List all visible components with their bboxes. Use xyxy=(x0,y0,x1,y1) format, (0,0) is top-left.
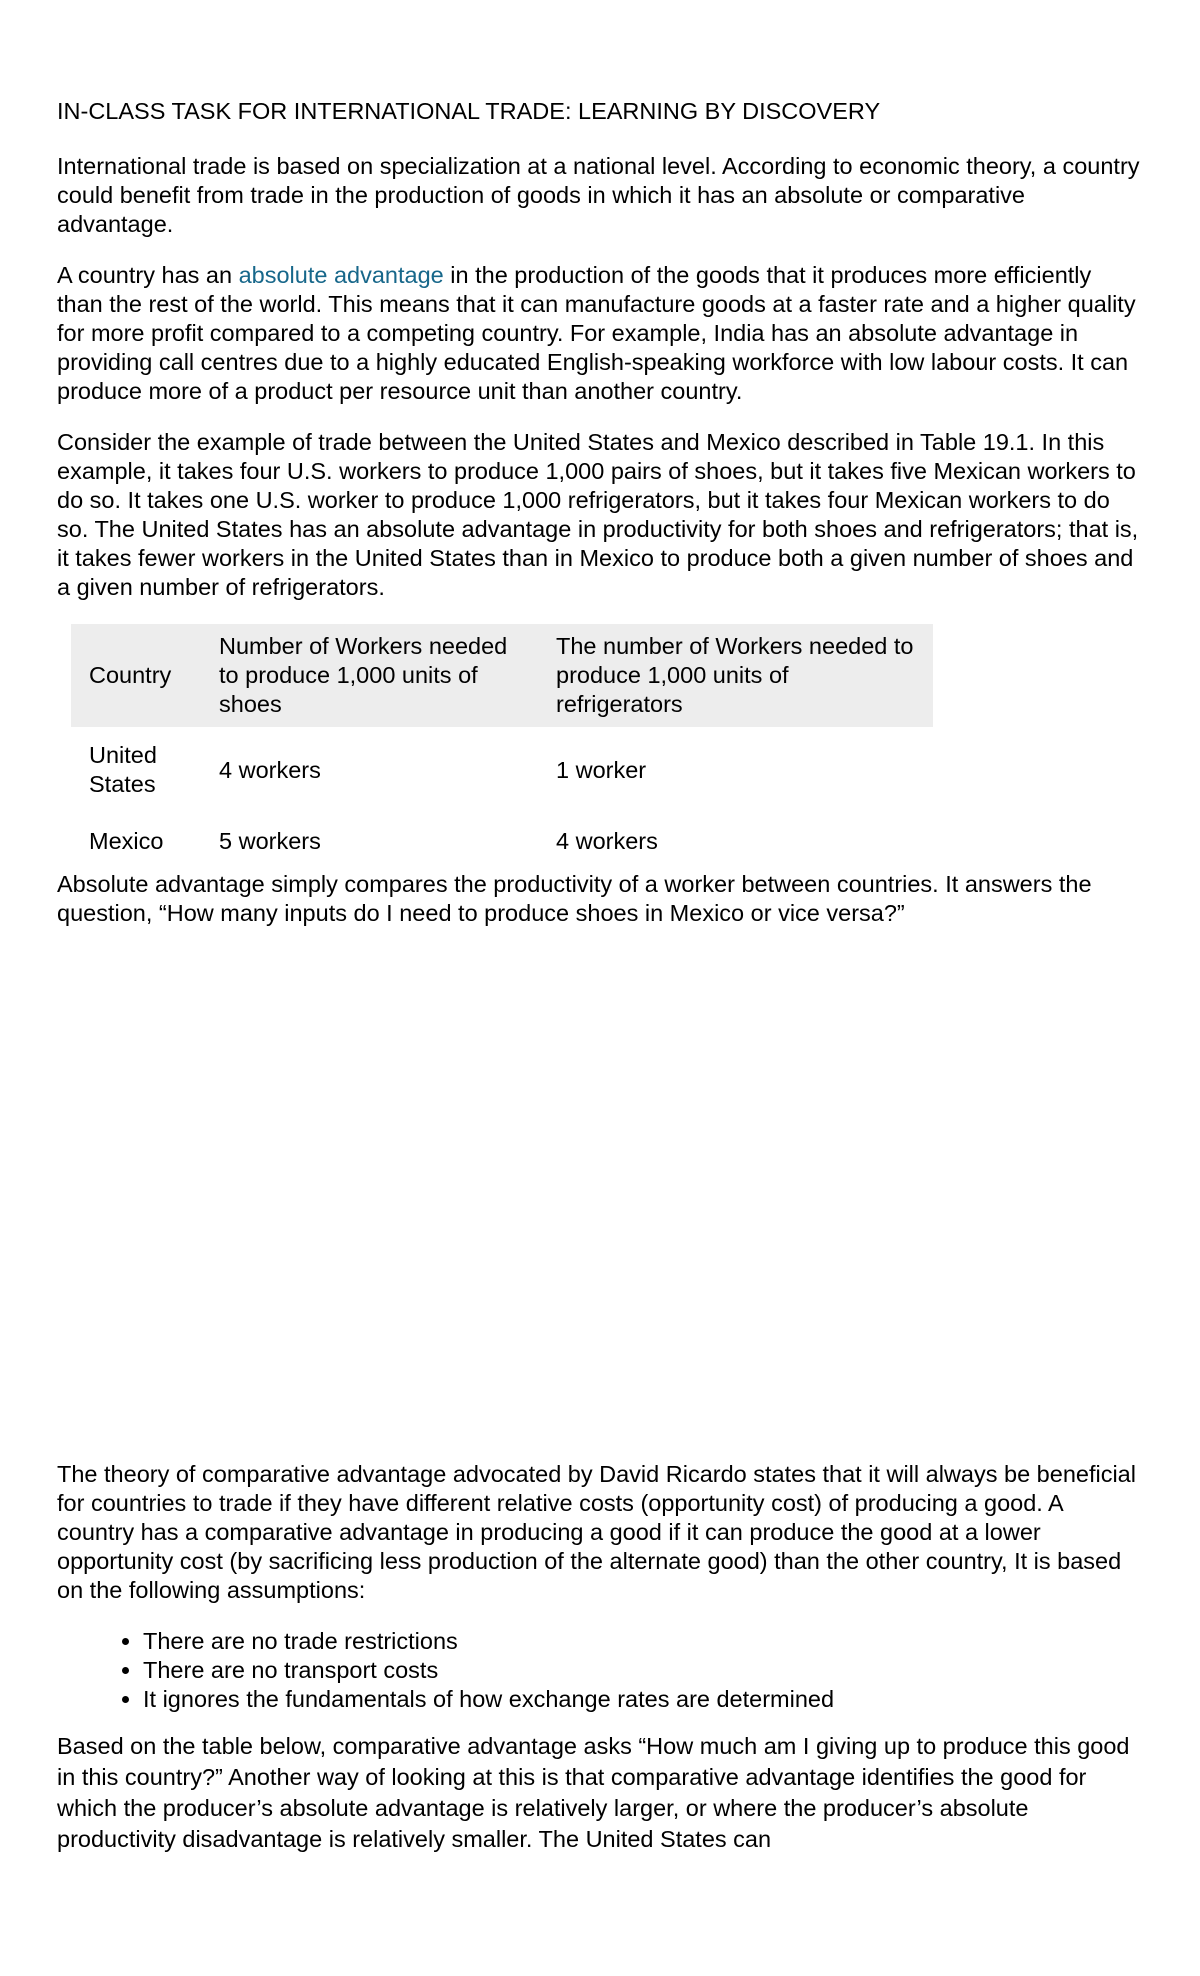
table-header-country: Country xyxy=(71,624,201,727)
document-title: IN-CLASS TASK FOR INTERNATIONAL TRADE: LEARNING BY DISCOVERY xyxy=(57,98,881,124)
assumption-item-trade-restrictions: • There are no trade restrictions xyxy=(143,1627,1140,1656)
table-row-mexico xyxy=(71,813,933,870)
cell-country-mexico: Mexico xyxy=(89,828,164,854)
paragraph-absolute-advantage-before: A country has an xyxy=(57,262,239,288)
cell-refrigerators-mexico: 4 workers xyxy=(556,828,658,854)
assumptions-list xyxy=(57,1627,1140,1714)
table-header-row xyxy=(71,624,933,727)
cell-country-united-states: United States xyxy=(89,742,157,797)
cell-shoes-mexico: 5 workers xyxy=(219,828,321,854)
absolute-advantage-link[interactable]: absolute advantage xyxy=(238,262,444,288)
paragraph-absolute-advantage-after: in the production of the goods that it produces more efficiently than the rest of the world. This means that it can manufacture goods at a faster rate and a higher quality for more profit compared to a competing country. For example, India has an absolute advantage in providing call centres due to a highly educated English-speaking workforce with low labour costs. It can produce more of a product per resource unit than another country. xyxy=(57,262,1136,404)
paragraph-comparative-question: Based on the table below, comparative advantage asks “How much am I giving up to produce this good in this country?” Another way of looking at this is that comparative advantage identifies the good for which the producer’s absolute advantage is relatively larger, or where the producer’s absolute productivity disadvantage is relatively smaller. The United States can xyxy=(57,1733,1130,1852)
paragraph-comparative-advantage: The theory of comparative advantage advocated by David Ricardo states that it will always be beneficial for countries to trade if they have different relative costs (opportunity cost) of producing a good. A country has a comparative advantage in producing a good if it can produce the good at a lower opportunity cost (by sacrificing less production of the alternate good) than the other country, It is based on the following assumptions: xyxy=(57,1461,1136,1603)
paragraph-absolute-summary: Absolute advantage simply compares the productivity of a worker between countries. It answers the question, “How many inputs do I need to produce shoes in Mexico or vice versa?” xyxy=(57,871,1092,926)
paragraph-absolute-advantage xyxy=(57,261,1140,406)
paragraph-us-mexico-example: Consider the example of trade between the United States and Mexico described in Table 19.1. In this example, it takes four U.S. workers to produce 1,000 pairs of shoes, but it takes five Mexican workers to do so. It takes one U.S. worker to produce 1,000 refrigerators, but it takes four Mexican workers to do so. The United States has an absolute advantage in productivity for both shoes and refrigerators; that is, it takes fewer workers in the United States than in Mexico to produce both a given number of shoes and a given number of refrigerators. xyxy=(57,429,1139,600)
workers-table xyxy=(71,624,933,870)
cell-refrigerators-united-states: 1 worker xyxy=(556,756,647,783)
assumption-item-exchange-rates: • It ignores the fundamentals of how exchange rates are determined xyxy=(143,1685,1140,1714)
answer-space xyxy=(57,950,1140,1460)
table-header-refrigerators: The number of Workers needed to produce 1,000 units of refrigerators xyxy=(538,624,933,727)
cell-shoes-united-states: 4 workers xyxy=(219,756,321,783)
assumption-item-transport-costs: • There are no transport costs xyxy=(143,1656,1140,1685)
paragraph-intro: International trade is based on specialization at a national level. According to economic theory, a country could benefit from trade in the production of goods in which it has an absolute or comparative advantage. xyxy=(57,153,1140,237)
table-header-shoes: Number of Workers needed to produce 1,000 units of shoes xyxy=(201,624,538,727)
table-row-united-states xyxy=(71,727,933,813)
